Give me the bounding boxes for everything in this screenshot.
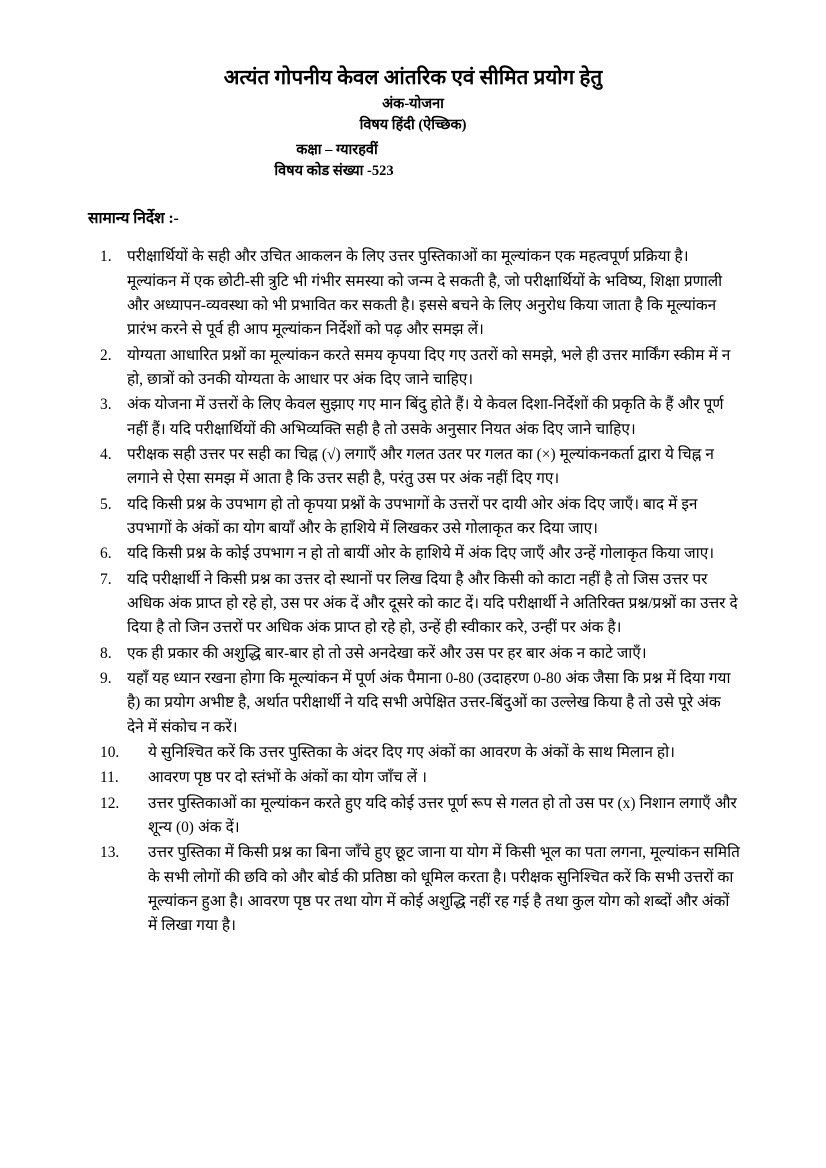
instruction-number: 13. bbox=[100, 844, 120, 862]
subject-code-line: विषय कोड संख्या -523 bbox=[274, 163, 394, 180]
page-title: अत्यंत गोपनीय केवल आंतरिक एवं सीमित प्रयोग हेतु bbox=[223, 67, 603, 89]
instructions-heading: सामान्य निर्देश :- bbox=[88, 210, 179, 228]
instruction-text: उत्तर पुस्तिका में किसी प्रश्न का बिना जाँचे हुए छूट जाना या योग में किसी भूल का पता लगना, मूल्यांकन समिति के सभी लोगों की छवि को और बोर्ड की प्रतिष्ठा को धूमिल करता है। परीक्षक सुनिश्चित करें कि सभी उत्तरों का मूल्यांकन हुआ है। आवरण पृष्ठ पर तथा योग में कोई अशुद्धि नहीं रह गई है तथा कुल योग को शब्दों और अंकों में लिखा गया है। bbox=[148, 844, 740, 935]
instruction-item bbox=[100, 393, 740, 442]
document-subject: विषय हिंदी (ऐच्छिक) bbox=[359, 116, 467, 133]
instruction-item bbox=[100, 493, 740, 542]
instruction-item bbox=[100, 245, 740, 342]
instruction-text: उत्तर पुस्तिकाओं का मूल्यांकन करते हुए यदि कोई उत्तर पूर्ण रूप से गलत हो तो उस पर (x) निशान लगाएँ और शून्य (0) अंक दें। bbox=[148, 794, 737, 836]
document-subtitle: अंक-योजना bbox=[382, 95, 444, 112]
instruction-text: परीक्षार्थियों के सही और उचित आकलन के लिए उत्तर पुस्तिकाओं का मूल्यांकन एक महत्वपूर्ण प्रक्रिया है। मूल्यांकन में एक छोटी-सी त्रुटि भी गंभीर समस्या को जन्म दे सकती है, जो परीक्षार्थियों के भविष्य, शिक्षा प्रणाली और अध्यापन-व्यवस्था को भी प्रभावित कर सकती है। इससे बचने के लिए अनुरोध किया जाता है कि मूल्यांकन प्रारंभ करने से पूर्व ही आप मूल्यांकन निर्देशों को पढ़ और समझ लें। bbox=[127, 248, 723, 339]
instruction-number: 5. bbox=[100, 495, 112, 513]
instruction-number: 10. bbox=[100, 743, 120, 761]
class-line: कक्षा – ग्यारहवीं bbox=[296, 141, 378, 158]
instruction-text: परीक्षक सही उत्तर पर सही का चिह्न (√) लगाएँ और गलत उतर पर गलत का (×) मूल्यांकनकर्ता द्वारा ये चिह्न न लगाने से ऐसा समझ में आता है कि उत्तर सही है, परंतु उस पर अंक नहीं दिए गए। bbox=[127, 445, 714, 488]
instruction-number: 8. bbox=[100, 644, 112, 662]
instruction-text: आवरण पृष्ठ पर दो स्तंभों के अंकों का योग जाँच लें । bbox=[148, 769, 428, 787]
instruction-item bbox=[100, 741, 740, 765]
instruction-number: 4. bbox=[100, 445, 112, 463]
instruction-number: 3. bbox=[100, 396, 112, 414]
instruction-number: 7. bbox=[100, 570, 112, 588]
instruction-text: एक ही प्रकार की अशुद्धि बार-बार हो तो उसे अनदेखा करें और उस पर हर बार अंक न काटे जाएँ। bbox=[127, 644, 647, 662]
instruction-item bbox=[100, 766, 740, 790]
document-header bbox=[0, 0, 826, 183]
instruction-number: 6. bbox=[100, 545, 112, 563]
instruction-text: यदि परीक्षार्थी ने किसी प्रश्न का उत्तर दो स्थानों पर लिख दिया है और किसी को काटा नहीं है तो जिस उत्तर पर अधिक अंक प्राप्त हो रहे हो, उस पर अंक दें और दूसरे को काट दें। यदि परीक्षार्थी ने अतिरिक्त प्रश्न/प्रश्नों का उत्तर दे दिया है तो जिन उत्तरों पर अधिक अंक प्राप्त हो रहे हो, उन्हें ही स्वीकार करे, उन्हीं पर अंक है। bbox=[127, 570, 738, 637]
instruction-text: यहाँ यह ध्यान रखना होगा कि मूल्यांकन में पूर्ण अंक पैमाना 0-80 (उदाहरण 0-80 अंक जैसा कि प्रश्न में दिया गया है) का प्रयोग अभीष्ट है, अर्थात परीक्षार्थी ने यदि सभी अपेक्षित उत्तर-बिंदुओं का उल्लेख किया है तो उसे पूरे अंक देने में संकोच न करें। bbox=[127, 669, 731, 736]
instruction-text: ये सुनिश्चित करें कि उत्तर पुस्तिका के अंदर दिए गए अंकों का आवरण के अंकों के साथ मिलान हो। bbox=[148, 743, 675, 761]
instruction-text: योग्यता आधारित प्रश्नों का मूल्यांकन करते समय कृपया दिए गए उतरों को समझे, भले ही उत्तर मार्किंग स्कीम में न हो, छात्रों को उनकी योग्यता के आधार पर अंक दिए जाने चाहिए। bbox=[127, 346, 731, 388]
instruction-item bbox=[100, 542, 740, 566]
instruction-item bbox=[100, 344, 740, 393]
instruction-item bbox=[100, 667, 740, 740]
instruction-item bbox=[100, 841, 740, 938]
instruction-number: 1. bbox=[100, 248, 112, 266]
instruction-number: 9. bbox=[100, 669, 112, 687]
instruction-item bbox=[100, 792, 740, 841]
instructions-list bbox=[0, 245, 826, 938]
instruction-number: 2. bbox=[100, 346, 112, 364]
instruction-text: अंक योजना में उत्तरों के लिए केवल सुझाए गए मान बिंदु होते हैं। ये केवल दिशा-निर्देशों की प्रकृति के हैं और पूर्ण नहीं हैं। यदि परीक्षार्थियों की अभिव्यक्ति सही है तो उसके अनुसार नियत अंक दिए जाने चाहिए। bbox=[127, 396, 724, 438]
instruction-item bbox=[100, 642, 740, 666]
instruction-item bbox=[100, 568, 740, 641]
instruction-text: यदि किसी प्रश्न के उपभाग हो तो कृपया प्रश्नों के उपभागों के उत्तरों पर दायी ओर अंक दिए जाएँ। बाद में इन उपभागों के अंकों का योग बायाँ और के हाशिये में लिखकर उसे गोलाकृत कर दिया जाए। bbox=[127, 495, 698, 537]
class-code-block bbox=[0, 140, 826, 184]
instruction-number: 11. bbox=[100, 769, 119, 787]
instruction-item bbox=[100, 443, 740, 492]
instruction-number: 12. bbox=[100, 794, 120, 812]
instruction-text: यदि किसी प्रश्न के कोई उपभाग न हो तो बायीं ओर के हाशिये में अंक दिए जाएँ और उन्हें गोलाकृत किया जाए। bbox=[127, 545, 715, 563]
